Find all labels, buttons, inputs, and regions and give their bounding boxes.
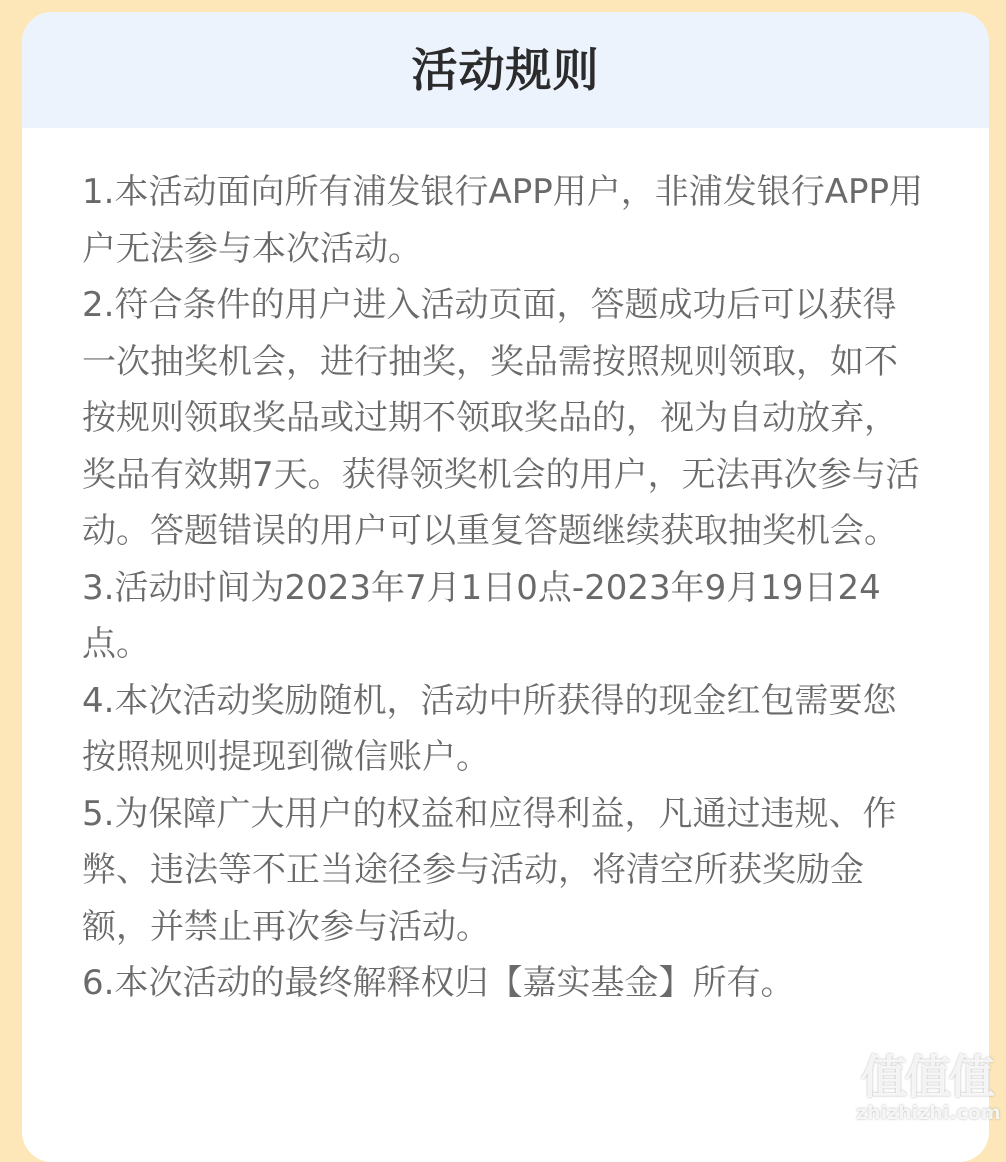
dialog-title: 活动规则	[411, 43, 600, 97]
rule-item-4: 4.本次活动奖励随机，活动中所获得的现金红包需要您按照规则提现到微信账户。	[82, 680, 897, 777]
rules-dialog	[22, 12, 989, 1162]
rule-item-5: 5.为保障广大用户的权益和应得利益，凡通过违规、作弊、违法等不正当途径参与活动，将清空所获奖励金额，并禁止再次参与活动。	[82, 793, 897, 947]
site-watermark	[856, 1050, 1001, 1124]
rule-item-3: 3.活动时间为2023年7月1日0点-2023年9月19日24点。	[82, 567, 881, 664]
rule-item-6: 6.本次活动的最终解释权归【嘉实基金】所有。	[82, 963, 795, 1003]
watermark-text: zhizhizhi.com	[856, 1102, 1001, 1124]
rule-item-2: 2.符合条件的用户进入活动页面，答题成功后可以获得一次抽奖机会，进行抽奖，奖品需按照规则领取，如不按规则领取奖品或过期不领取奖品的，视为自动放弃，奖品有效期7天。获得领奖机会的用户，无法再次参与活动。答题错误的用户可以重复答题继续获取抽奖机会。	[82, 285, 920, 551]
rule-item-1: 1.本活动面向所有浦发银行APP用户，非浦发银行APP用户无法参与本次活动。	[82, 172, 923, 269]
watermark-logo: 值值值	[861, 1050, 993, 1104]
dialog-header	[22, 12, 989, 128]
rules-list[interactable]	[22, 128, 989, 1012]
